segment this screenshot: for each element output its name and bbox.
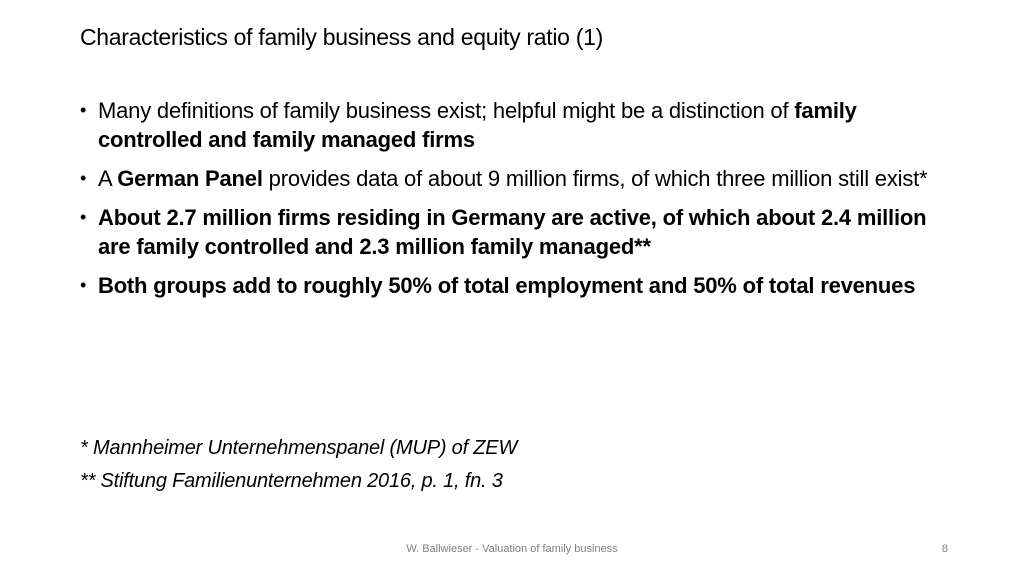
bullet-bold-text: Both groups add to roughly 50% of total employment and 50% of total revenues [98, 273, 916, 298]
bullet-text-post: provides data of about 9 million firms, of which three million still exist* [262, 166, 928, 191]
footnote-mup: * Mannheimer Unternehmenspanel (MUP) of ZEW [80, 437, 518, 459]
bullet-dot-icon: • [80, 168, 87, 188]
footer-text: W. Ballwieser - Valuation of family business [406, 543, 618, 555]
bullet-text: A [98, 166, 118, 191]
bullet-item-definitions [80, 96, 940, 154]
footnote-stiftung: ** Stiftung Familienunternehmen 2016, p. 1, fn. 3 [80, 470, 503, 492]
bullet-list [80, 96, 940, 310]
page-number: 8 [941, 543, 948, 555]
bullet-item-active-firms [80, 203, 940, 261]
bullet-item-employment-revenues [80, 271, 940, 300]
slide-title: Characteristics of family business and equity ratio (1) [80, 24, 603, 50]
bullet-bold-text: About 2.7 million firms residing in Germany are active, of which about 2.4 million are family controlled and 2.3 million family managed** [98, 205, 927, 259]
bullet-item-german-panel [80, 164, 940, 193]
bullet-dot-icon: • [80, 207, 87, 227]
footnotes [80, 432, 517, 498]
bullet-dot-icon: • [80, 275, 87, 295]
bullet-dot-icon: • [80, 100, 87, 120]
bullet-bold-text: family controlled and family managed firms [98, 98, 857, 152]
bullet-text: Many definitions of family business exist; helpful might be a distinction of [98, 98, 795, 123]
bullet-bold-text: German Panel [117, 166, 263, 191]
